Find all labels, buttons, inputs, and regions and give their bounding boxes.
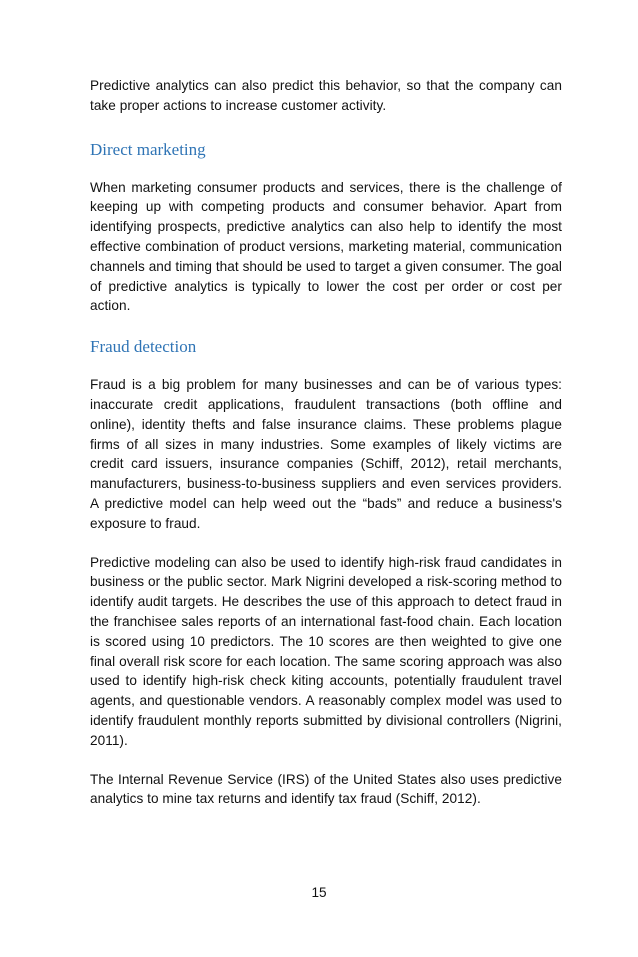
direct-marketing-paragraph: When marketing consumer products and services, there is the challenge of keeping up with competing products and consumer behavior. Apart from identifying prospects, predictive analytics can also help to identify the most effective combination of product versions, marketing material, communication channels and timing that should be used to target a given consumer. The goal of predictive analytics is typically to lower the cost per order or cost per action. [90,179,562,314]
fraud-detection-paragraph-2: Predictive modeling can also be used to identify high-risk fraud candidates in business or the public sector. Mark Nigrini developed a risk-scoring method to identify audit targets. He describes the use of this approach to detect fraud in the franchisee sales reports of an international fast-food chain. Each location is scored using 10 predictors. The 10 scores are then weighted to give one final overall risk score for each location. The same scoring approach was also used to identify high-risk check kiting accounts, potentially fraudulent travel agents, and questionable vendors. A reasonably complex model was used to identify fraudulent monthly reports submitted by divisional controllers (Nigrini, 2011). [90,554,562,748]
fraud-detection-paragraph-1: Fraud is a big problem for many businesses and can be of various types: inaccurate credit applications, fraudulent transactions (both offline and online), identity thefts and false insurance claims. These problems plague firms of all sizes in many industries. Some examples of likely victims are credit card issuers, insurance companies (Schiff, 2012), retail merchants, manufacturers, business-to-business suppliers and even services providers. A predictive model can help weed out the “bads” and reduce a business's exposure to fraud. [90,377,562,531]
page-number: 15 [311,885,327,900]
page-body [90,76,562,809]
intro-paragraph: Predictive analytics can also predict this behavior, so that the company can take proper actions to increase customer activity. [90,78,562,113]
fraud-detection-paragraph-3: The Internal Revenue Service (IRS) of the United States also uses predictive analytics to mine tax returns and identify tax fraud (Schiff, 2012). [90,771,562,807]
section-heading-direct-marketing: Direct marketing [90,139,206,159]
section-heading-fraud-detection: Fraud detection [90,337,197,357]
